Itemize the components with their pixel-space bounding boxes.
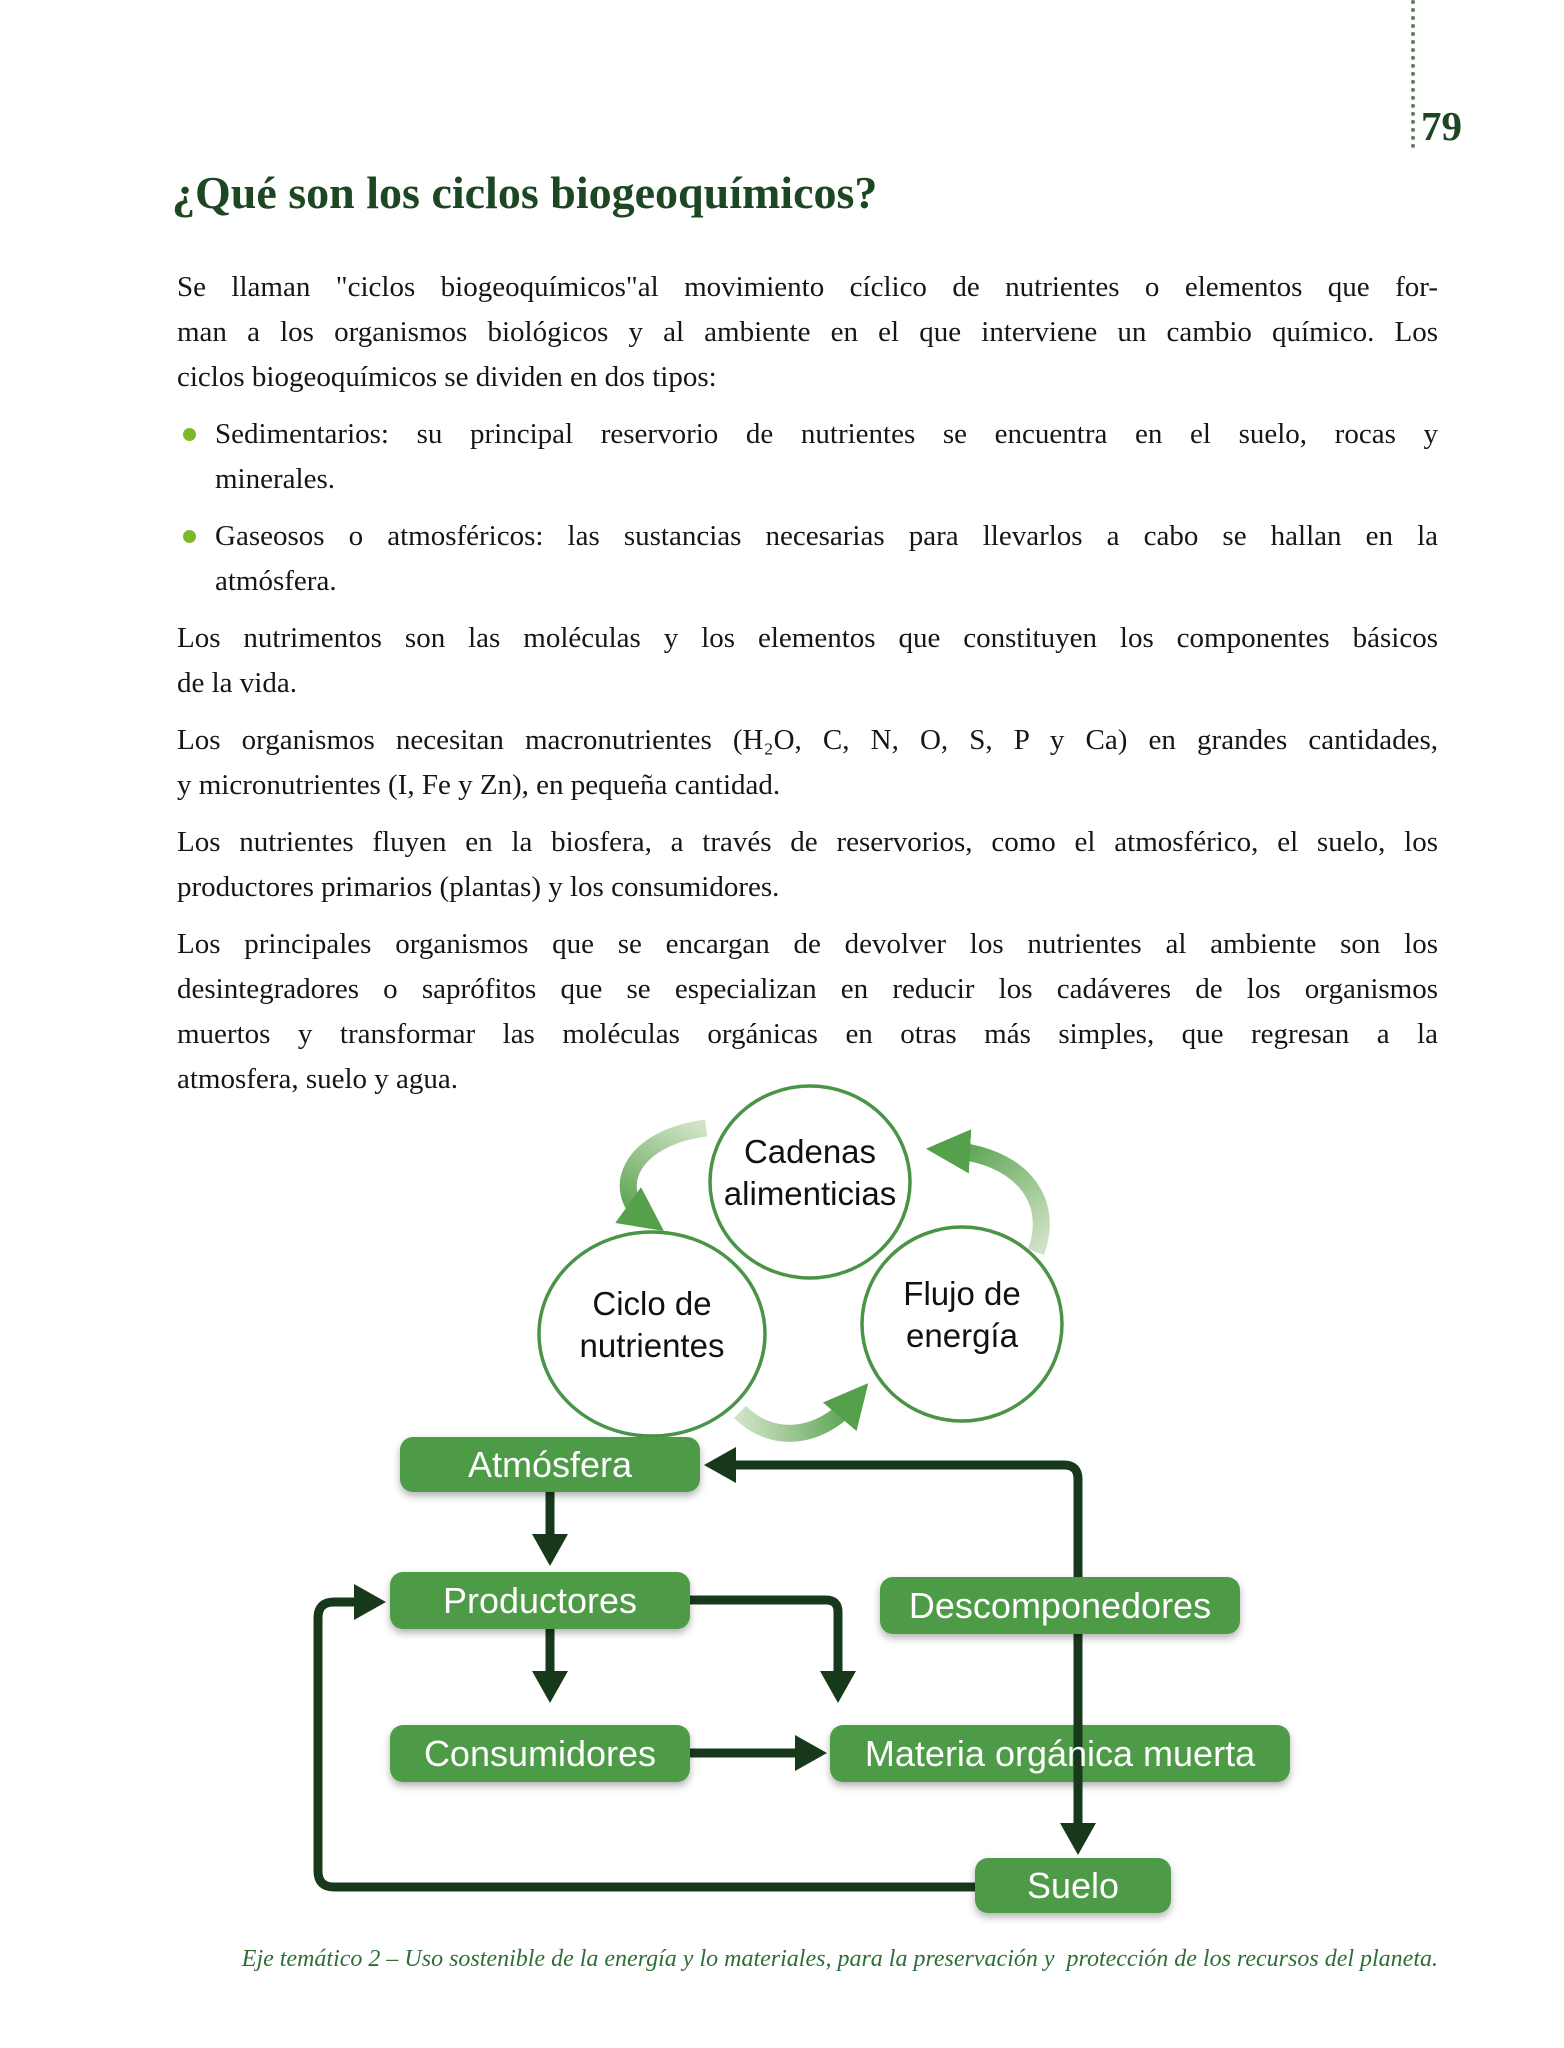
arrowhead-icon bbox=[820, 1671, 856, 1703]
flow-label-suelo: Suelo bbox=[1026, 1865, 1120, 1906]
bullet-item-sedimentarios bbox=[177, 412, 1438, 502]
paragraph-desintegradores: Los principales organismos que se encargan de devolver los nutrientes al ambiente son los desintegradores o saprófitos que se especializan en reducir los cadáveres de los organismos muertos y transformar las moléculas orgánicas en otras más simples, que regresan a la atmosfera, suelo y agua. bbox=[177, 928, 1438, 1095]
bullet-text-gaseosos: Gaseosos o atmosféricos: las sustancias necesarias para llevarlos a cabo se hallan en la atmósfera. bbox=[215, 520, 1438, 597]
body-text bbox=[177, 265, 1438, 1114]
cycle-label-cadenas-line1: Cadenas bbox=[743, 1133, 877, 1170]
flow-label-materia: Materia orgánica muerta bbox=[864, 1733, 1256, 1774]
paragraph-macronutrientes: Los organismos necesitan macronutrientes (H₂O, C, N, O, S, P y Ca) en grandes cantidades, y micronutrientes (I, Fe y Zn), en pequeña cantidad. bbox=[177, 724, 1438, 801]
arrowhead-icon bbox=[532, 1534, 568, 1566]
flow-label-consumidores: Consumidores bbox=[423, 1733, 657, 1774]
arrowhead-icon bbox=[704, 1447, 736, 1483]
flow-label-atmosfera: Atmósfera bbox=[467, 1444, 633, 1485]
cycle-arrow-cadenas-to-ciclo-icon bbox=[628, 1128, 706, 1218]
cycle-label-ciclo-line1: Ciclo de bbox=[592, 1285, 712, 1322]
arrowhead-icon bbox=[532, 1671, 568, 1703]
cycle-diagram bbox=[500, 1075, 1080, 1445]
flow-label-productores: Productores bbox=[442, 1580, 638, 1621]
paragraph-reservorios: Los nutrientes fluyen en la biosfera, a través de reservorios, como el atmosférico, el suelo, los productores primarios (plantas) y los consumidores. bbox=[177, 826, 1438, 903]
footer-theme-line: Eje temático 2 – Uso sostenible de la energía y lo materiales, para la preservación y protección de los recursos del planeta. bbox=[241, 1946, 1438, 1972]
arrow-productores-to-materia-icon bbox=[690, 1600, 838, 1674]
bullet-icon bbox=[183, 530, 196, 543]
cycle-label-flujo-line1: Flujo de bbox=[903, 1275, 1021, 1312]
bullet-icon bbox=[183, 428, 196, 441]
paragraph-intro: Se llaman "ciclos biogeoquímicos"al movimiento cíclico de nutrientes o elementos que for- man a los organismos biológicos y al ambiente en el que interviene un cambio químico. Los ciclos biogeoquímicos se dividen en dos tipos: bbox=[177, 271, 1438, 393]
page-title: ¿Qué son los ciclos biogeoquímicos? bbox=[172, 167, 878, 218]
arrowhead-icon bbox=[795, 1735, 827, 1771]
cycle-label-ciclo-line2: nutrientes bbox=[579, 1327, 725, 1364]
nutrient-flowchart bbox=[300, 1425, 1310, 1935]
cycle-label-flujo-line2: energía bbox=[906, 1317, 1018, 1354]
flow-label-descomponedores: Descomponedores bbox=[908, 1585, 1212, 1626]
cycle-label-cadenas-line2: alimenticias bbox=[723, 1175, 897, 1212]
arrowhead-icon bbox=[1060, 1823, 1096, 1855]
arrowhead-icon bbox=[354, 1584, 386, 1620]
paragraph-nutrimentos: Los nutrimentos son las moléculas y los elementos que constituyen los componentes básicos de la vida. bbox=[177, 622, 1438, 699]
dotted-rule-icon bbox=[1411, 0, 1415, 148]
bullet-item-gaseosos bbox=[177, 514, 1438, 604]
bullet-text-sedimentarios: Sedimentarios: su principal reservorio de nutrientes se encuentra en el suelo, rocas y minerales. bbox=[215, 418, 1438, 495]
page-number: 79 bbox=[1421, 103, 1462, 149]
